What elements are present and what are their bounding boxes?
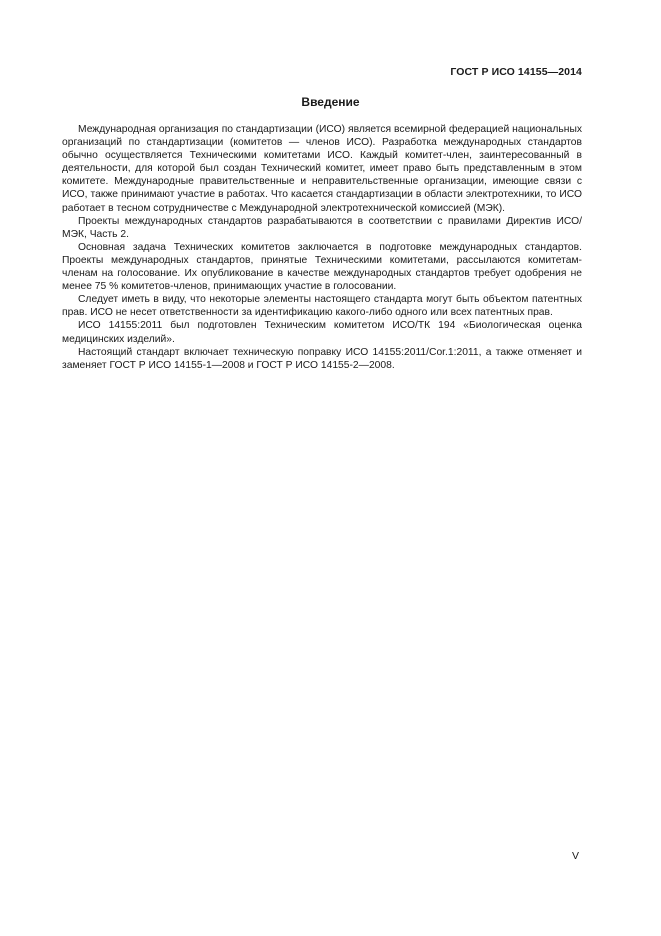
- document-code-header: ГОСТ Р ИСО 14155—2014: [450, 66, 582, 78]
- paragraph-prepared-by: ИСО 14155:2011 был подготовлен Техническим комитетом ИСО/ТК 194 «Биологическая оценка медицинских изделий».: [62, 320, 582, 345]
- section-title: Введение: [301, 95, 360, 109]
- page-number: V: [571, 850, 579, 862]
- introduction-body: [62, 123, 582, 372]
- paragraph-committee-task: Основная задача Технических комитетов заключается в подготовке международных стандартов. Проекты международных стандартов, принятые Техническими комитетами, рассылаются комитетам-членам на голосование. Их опубликование в качестве международных стандартов требует одобрения не менее 75 % комитетов-членов, принимающих участие в голосовании.: [62, 241, 582, 293]
- paragraph-drafting-rules: Проекты международных стандартов разрабатываются в соответствии с правилами Директив ИСО/МЭК, Часть 2.: [62, 215, 582, 240]
- paragraph-patent-rights: Следует иметь в виду, что некоторые элементы настоящего стандарта могут быть объектом патентных прав. ИСО не несет ответственности за идентификацию какого-либо одного или всех патентных прав.: [62, 294, 582, 319]
- paragraph-iso-organization: Международная организация по стандартизации (ИСО) является всемирной федерацией национальных организаций по стандартизации (комитетов — членов ИСО). Разработка международных стандартов обычно осуществляется Техническими комитетами ИСО. Каждый комитет-член, заинтересованный в деятельности, для которой был создан Технический комитет, имеет право быть представленным в этом комитете. Международные правительственные и неправительственные организации, имеющие связи с ИСО, также принимают участие в работах. Что касается стандартизации в области электротехники, то ИСО работает в тесном сотрудничестве с Международной электротехнической комиссией (МЭК).: [62, 124, 582, 214]
- paragraph-corrigendum: Настоящий стандарт включает техническую поправку ИСО 14155:2011/Cor.1:2011, а также отменяет и заменяет ГОСТ Р ИСО 14155-1—2008 и ГОСТ Р ИСО 14155-2—2008.: [62, 346, 582, 371]
